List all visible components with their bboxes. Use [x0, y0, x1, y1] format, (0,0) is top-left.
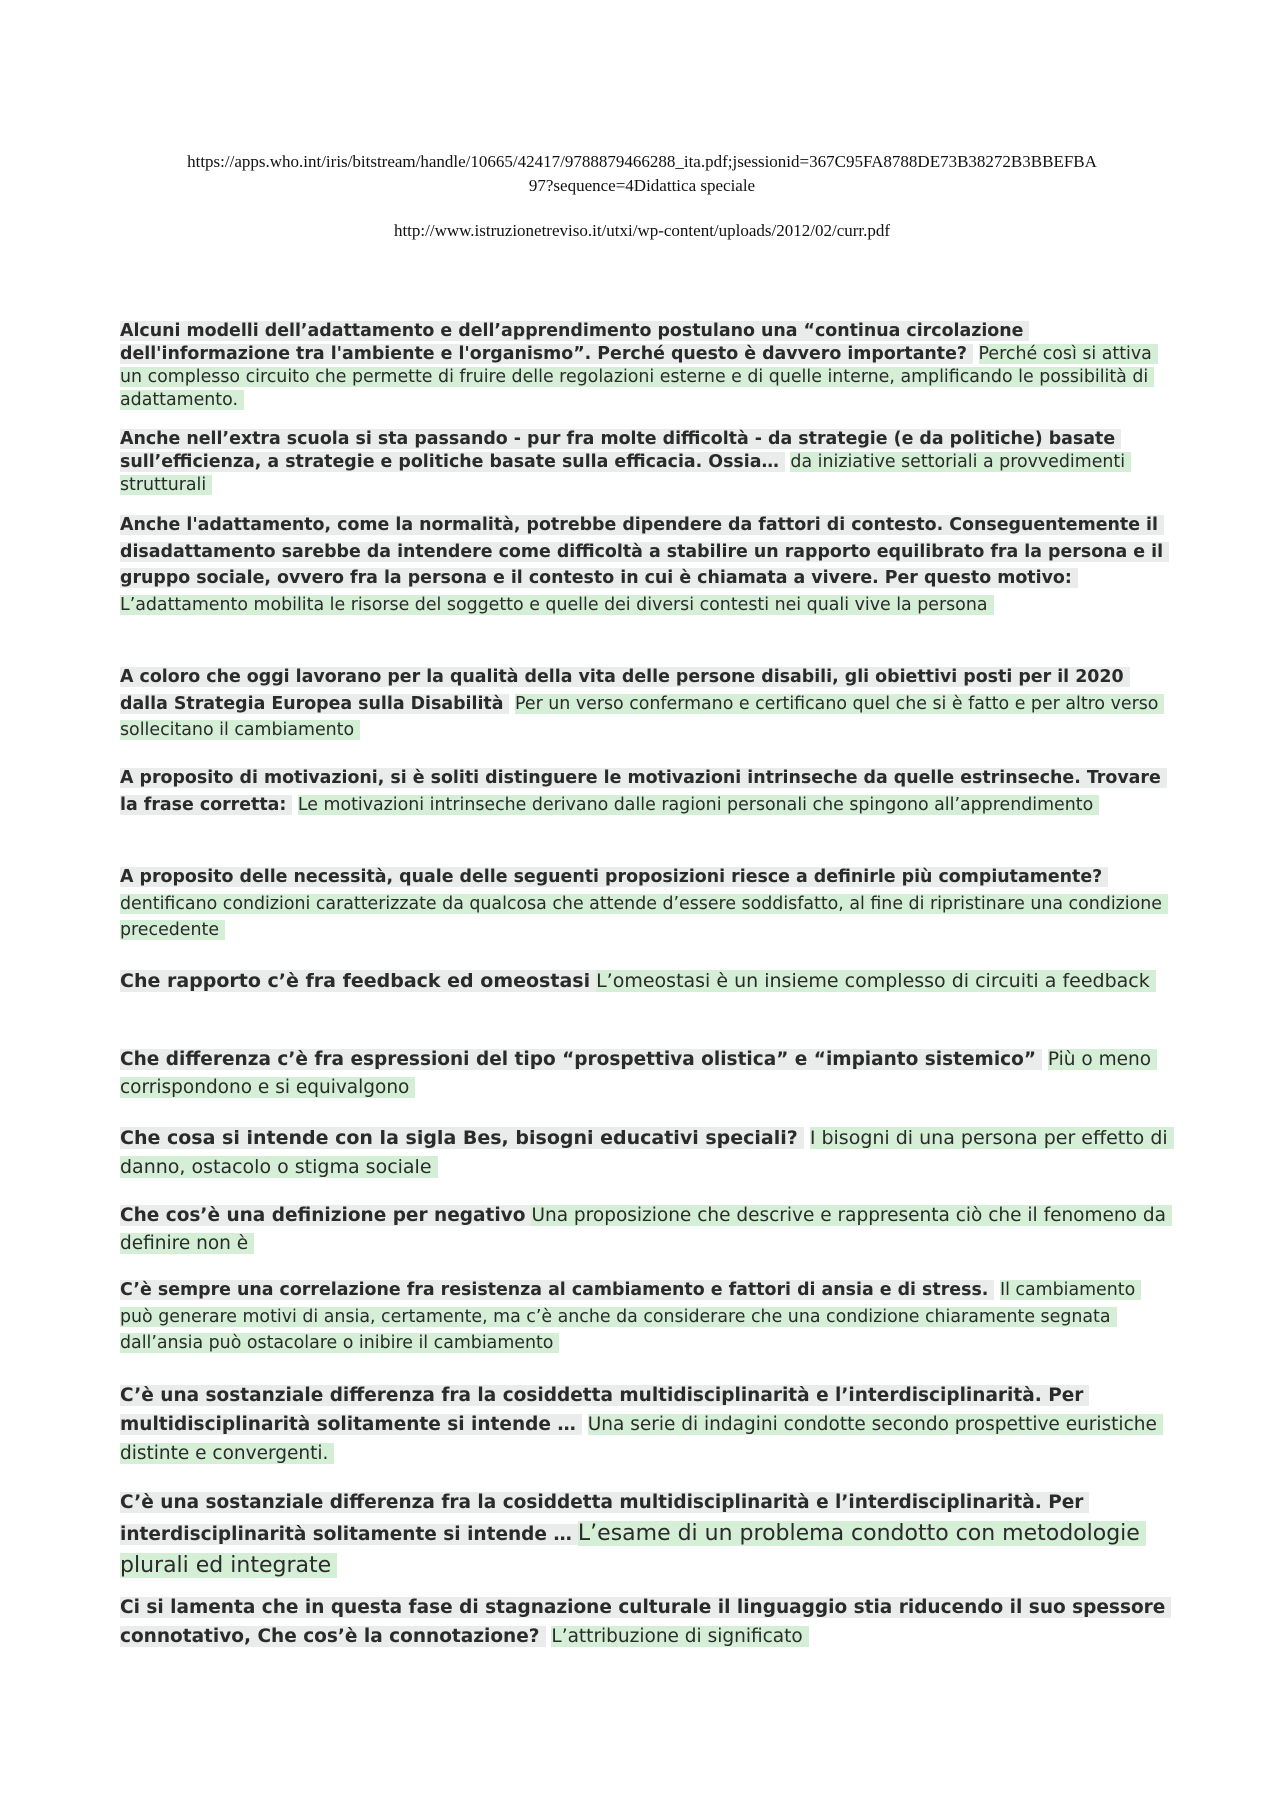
qa-item-10 [120, 1202, 1172, 1258]
qa-item-8 [120, 1046, 1172, 1102]
source-link-1[interactable]: https://apps.who.int/iris/bitstream/handle/10665/42417/9788879466288_ita.pdf;jsessionid=367C95FA8788DE73B38272B3BBEFBA 97?sequence=4Didattica speciale [187, 152, 1097, 195]
question-text: Che rapporto c’è fra feedback ed omeostasi [120, 970, 596, 992]
qa-item-7 [120, 966, 1172, 996]
answer-text: dentificano condizioni caratterizzate da qualcosa che attende d’essere soddisfatto, al fine di ripristinare una condizione precedente [120, 894, 1168, 941]
qa-item-13 [120, 1487, 1172, 1582]
question-text: A proposito delle necessità, quale delle seguenti proposizioni riesce a definirle più compiutamente? [120, 867, 1108, 887]
qa-item-5 [120, 765, 1172, 818]
question-text: Anche nell’extra scuola si sta passando - pur fra molte difficoltà - da strategie (e da politiche) basate sull’efficienza, a strategie e politiche basate sulla efficacia. Ossia… [120, 429, 1121, 472]
question-text: C’è una sostanziale differenza fra la cosiddetta multidisciplinarità e l’interdisciplinarità. Per multidisciplinarità solitamente si intende … [120, 1385, 1089, 1435]
qa-item-14 [120, 1593, 1172, 1651]
answer-text: Una proposizione che descrive e rappresenta ciò che il fenomeno da definire non è [120, 1205, 1172, 1254]
qa-item-6 [120, 864, 1172, 944]
question-text: C’è sempre una correlazione fra resistenza al cambiamento e fattori di ansia e di stress. [120, 1280, 994, 1300]
answer-text: Le motivazioni intrinseche derivano dalle ragioni personali che spingono all’apprendimento [298, 795, 1099, 815]
qa-item-3 [120, 512, 1172, 618]
question-text: Che differenza c’è fra espressioni del tipo “prospettiva olistica” e “impianto sistemico” [120, 1049, 1042, 1070]
question-text: Che cos’è una definizione per negativo [120, 1205, 531, 1226]
answer-text: da iniziative settoriali a provvedimenti strutturali [120, 452, 1131, 495]
answer-text: L’attribuzione di significato [551, 1626, 808, 1647]
qa-item-11 [120, 1277, 1172, 1357]
answer-text: Più o meno corrispondono e si equivalgono [120, 1049, 1157, 1098]
answer-text: Perché così si attiva un complesso circuito che permette di fruire delle regolazioni esterne e di quelle interne, amplificando le possibilità di adattamento. [120, 344, 1158, 410]
qa-item-12 [120, 1381, 1172, 1468]
source-link-2[interactable]: http://www.istruzionetreviso.it/utxi/wp-content/uploads/2012/02/curr.pdf [393, 221, 891, 240]
question-text: Ci si lamenta che in questa fase di stagnazione culturale il linguaggio stia riducendo il suo spessore connotativo, Che cos’è la connotazione? [120, 1597, 1171, 1647]
qa-item-4 [120, 664, 1172, 744]
answer-text: Una serie di indagini condotte secondo prospettive euristiche distinte e convergenti. [120, 1414, 1163, 1464]
question-text: Anche l'adattamento, come la normalità, potrebbe dipendere da fattori di contesto. Conseguentemente il disadattamento sarebbe da intendere come difficoltà a stabilire un rapporto equilibrato fra la persona e il gruppo sociale, ovvero fra la persona e il contesto in cui è chiamata a vivere. Per questo motivo: [120, 515, 1169, 588]
question-text: Alcuni modelli dell’adattamento e dell’apprendimento postulano una “continua circolazione dell'informazione tra l'ambiente e l'organismo”. Perché questo è davvero importante? [120, 321, 1029, 364]
source-links [118, 150, 1166, 243]
qa-item-1 [120, 320, 1172, 412]
answer-text: L’adattamento mobilita le risorse del soggetto e quelle dei diversi contesti nei quali vive la persona [120, 595, 994, 615]
answer-text: Per un verso confermano e certificano quel che si è fatto e per altro verso sollecitano il cambiamento [120, 694, 1164, 741]
qa-item-2 [120, 428, 1172, 497]
answer-text: I bisogni di una persona per effetto di danno, ostacolo o stigma sociale [120, 1127, 1174, 1178]
answer-text: L’omeostasi è un insieme complesso di circuiti a feedback [596, 970, 1156, 992]
question-text: A coloro che oggi lavorano per la qualità della vita delle persone disabili, gli obiettivi posti per il 2020 dalla Strategia Europea sulla Disabilità [120, 667, 1130, 714]
question-text: Che cosa si intende con la sigla Bes, bisogni educativi speciali? [120, 1127, 804, 1149]
answer-text: Il cambiamento può generare motivi di ansia, certamente, ma c’è anche da considerare che una condizione chiaramente segnata dall’ansia può ostacolare o inibire il cambiamento [120, 1280, 1141, 1353]
question-text: A proposito di motivazioni, si è soliti distinguere le motivazioni intrinseche da quelle estrinseche. Trovare la frase corretta: [120, 768, 1167, 815]
qa-item-9 [120, 1124, 1172, 1182]
question-text: C’è una sostanziale differenza fra la cosiddetta multidisciplinarità e l’interdisciplinarità. Per interdisciplinarità solitamente si intende … [120, 1492, 1089, 1545]
answer-text: L’esame di un problema condotto con metodologie plurali ed integrate [120, 1521, 1146, 1578]
